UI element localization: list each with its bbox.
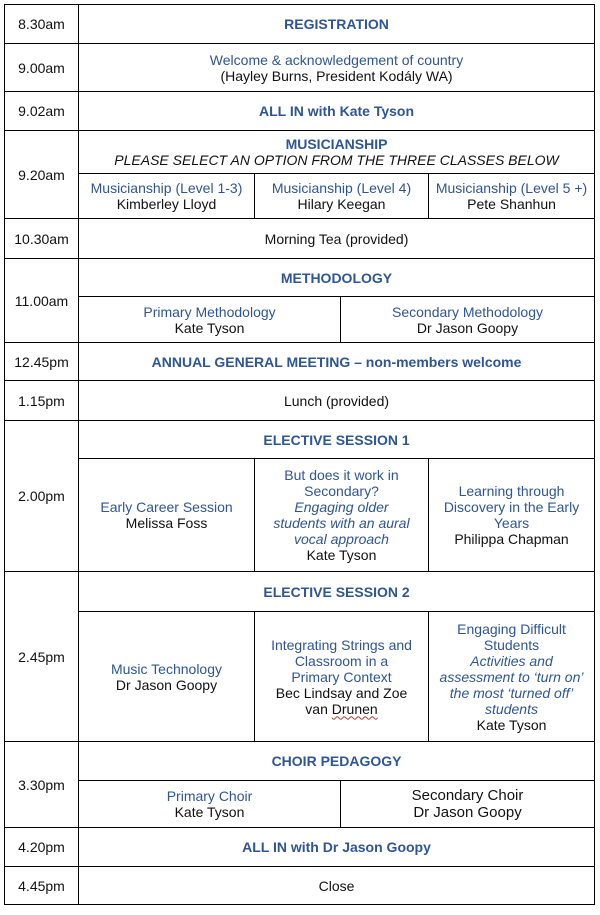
option-cell [79,174,255,219]
program-schedule-table [4,4,595,905]
row-choir-header [5,742,595,781]
session-title: ELECTIVE SESSION 2 [79,572,595,612]
option-cell [79,459,255,572]
time-cell: 9.02am [5,92,79,131]
session-instruction: PLEASE SELECT AN OPTION FROM THE THREE CLASSES BELOW [114,152,559,168]
option-presenter-line [258,701,425,717]
option-cell [341,781,595,828]
row-all-in-kate [5,92,595,131]
session-title: ELECTIVE SESSION 1 [79,421,595,459]
option-cell [79,297,341,343]
option-cell [255,612,429,742]
option-presenter: Philippa Chapman [454,531,569,547]
option-title: Secondary? [304,483,379,499]
session-presenter: (Hayley Burns, President Kodály WA) [220,67,453,84]
option-title: Music Technology [110,660,223,677]
row-choir-options [5,781,595,828]
time-cell: 9.20am [5,131,79,219]
option-presenter: Bec Lindsay and Zoe [275,684,408,701]
option-presenter: Hilary Keegan [297,196,386,212]
option-subtitle: vocal approach [294,531,389,547]
time-cell: 4.45pm [5,867,79,905]
option-subtitle: Activities and [470,652,553,669]
time-cell: 4.20pm [5,828,79,867]
option-cell [341,297,595,343]
row-elective1-options [5,459,595,572]
option-cell [255,459,429,572]
option-title: Musicianship (Level 1-3) [90,180,243,196]
option-subtitle: students [485,700,538,717]
session-title: ANNUAL GENERAL MEETING – non-members welcome [79,343,595,381]
option-subtitle: students with an aural [273,515,410,531]
option-cell [429,174,595,219]
time-cell: 1.15pm [5,381,79,421]
option-title: Musicianship (Level 5 +) [435,180,588,196]
option-cell [429,612,595,742]
row-methodology-options [5,297,595,343]
option-presenter: Kate Tyson [174,804,245,820]
time-cell: 9.00am [5,44,79,92]
option-title: Integrating Strings and [271,636,412,653]
session-title: ALL IN with Dr Jason Goopy [79,828,595,867]
option-cell [79,781,341,828]
presenter-text: van [305,700,332,717]
option-cell [255,174,429,219]
option-title: Years [493,515,530,531]
session-title: METHODOLOGY [79,259,595,297]
option-subtitle: Engaging older [294,499,389,515]
row-agm [5,343,595,381]
option-subtitle: the most ‘turned off’ [449,684,574,701]
option-title: Primary Context [291,668,392,685]
session-title: ALL IN with Kate Tyson [79,92,595,131]
option-cell [79,612,255,742]
option-title: Primary Choir [166,788,253,804]
option-presenter: Pete Shanhun [467,196,556,212]
time-cell: 8.30am [5,5,79,44]
time-cell: 2.00pm [5,421,79,572]
row-elective1-header [5,421,595,459]
row-lunch [5,381,595,421]
option-presenter: Dr Jason Goopy [115,676,218,693]
row-close [5,867,595,905]
row-welcome [5,44,595,92]
option-presenter: Dr Jason Goopy [413,804,522,821]
session-title: Welcome & acknowledgement of country [209,51,464,68]
session-title: Morning Tea (provided) [79,219,595,259]
row-registration [5,5,595,44]
row-musicianship-options [5,174,595,219]
option-title: Discovery in the Early [443,499,580,515]
session-title: Close [79,867,595,905]
time-cell: 12.45pm [5,343,79,381]
option-title: Secondary Methodology [392,303,544,320]
row-morning-tea [5,219,595,259]
option-title: Secondary Choir [411,787,524,804]
option-title: Engaging Difficult [457,620,566,637]
option-presenter: Melissa Foss [125,515,208,531]
option-presenter: Kate Tyson [306,547,377,563]
option-title: Classroom in a [294,652,389,669]
option-title: Primary Methodology [143,303,276,320]
option-title: Musicianship (Level 4) [271,180,412,196]
option-title: Early Career Session [100,499,233,515]
row-all-in-jason [5,828,595,867]
option-cell [429,459,595,572]
session-cell [79,131,595,174]
session-cell [79,44,595,92]
session-title: REGISTRATION [79,5,595,44]
option-presenter: Dr Jason Goopy [416,319,519,336]
time-cell: 10.30am [5,219,79,259]
time-cell: 2.45pm [5,572,79,742]
option-presenter: Kate Tyson [476,716,547,733]
time-cell: 3.30pm [5,742,79,828]
row-elective2-options [5,612,595,742]
row-elective2-header [5,572,595,612]
option-title: But does it work in [284,467,399,483]
session-title: CHOIR PEDAGOGY [79,742,595,781]
time-cell: 11.00am [5,259,79,343]
option-title: Students [483,636,540,653]
option-presenter: Kimberley Lloyd [116,196,217,212]
option-presenter: Kate Tyson [174,319,245,336]
row-methodology-header [5,259,595,297]
option-title: Learning through [458,483,565,499]
spellcheck-word: Drunen [331,700,378,717]
session-title: MUSICIANSHIP [285,136,388,152]
option-subtitle: assessment to ‘turn on’ [439,668,584,685]
row-musicianship-header [5,131,595,174]
session-title: Lunch (provided) [79,381,595,421]
